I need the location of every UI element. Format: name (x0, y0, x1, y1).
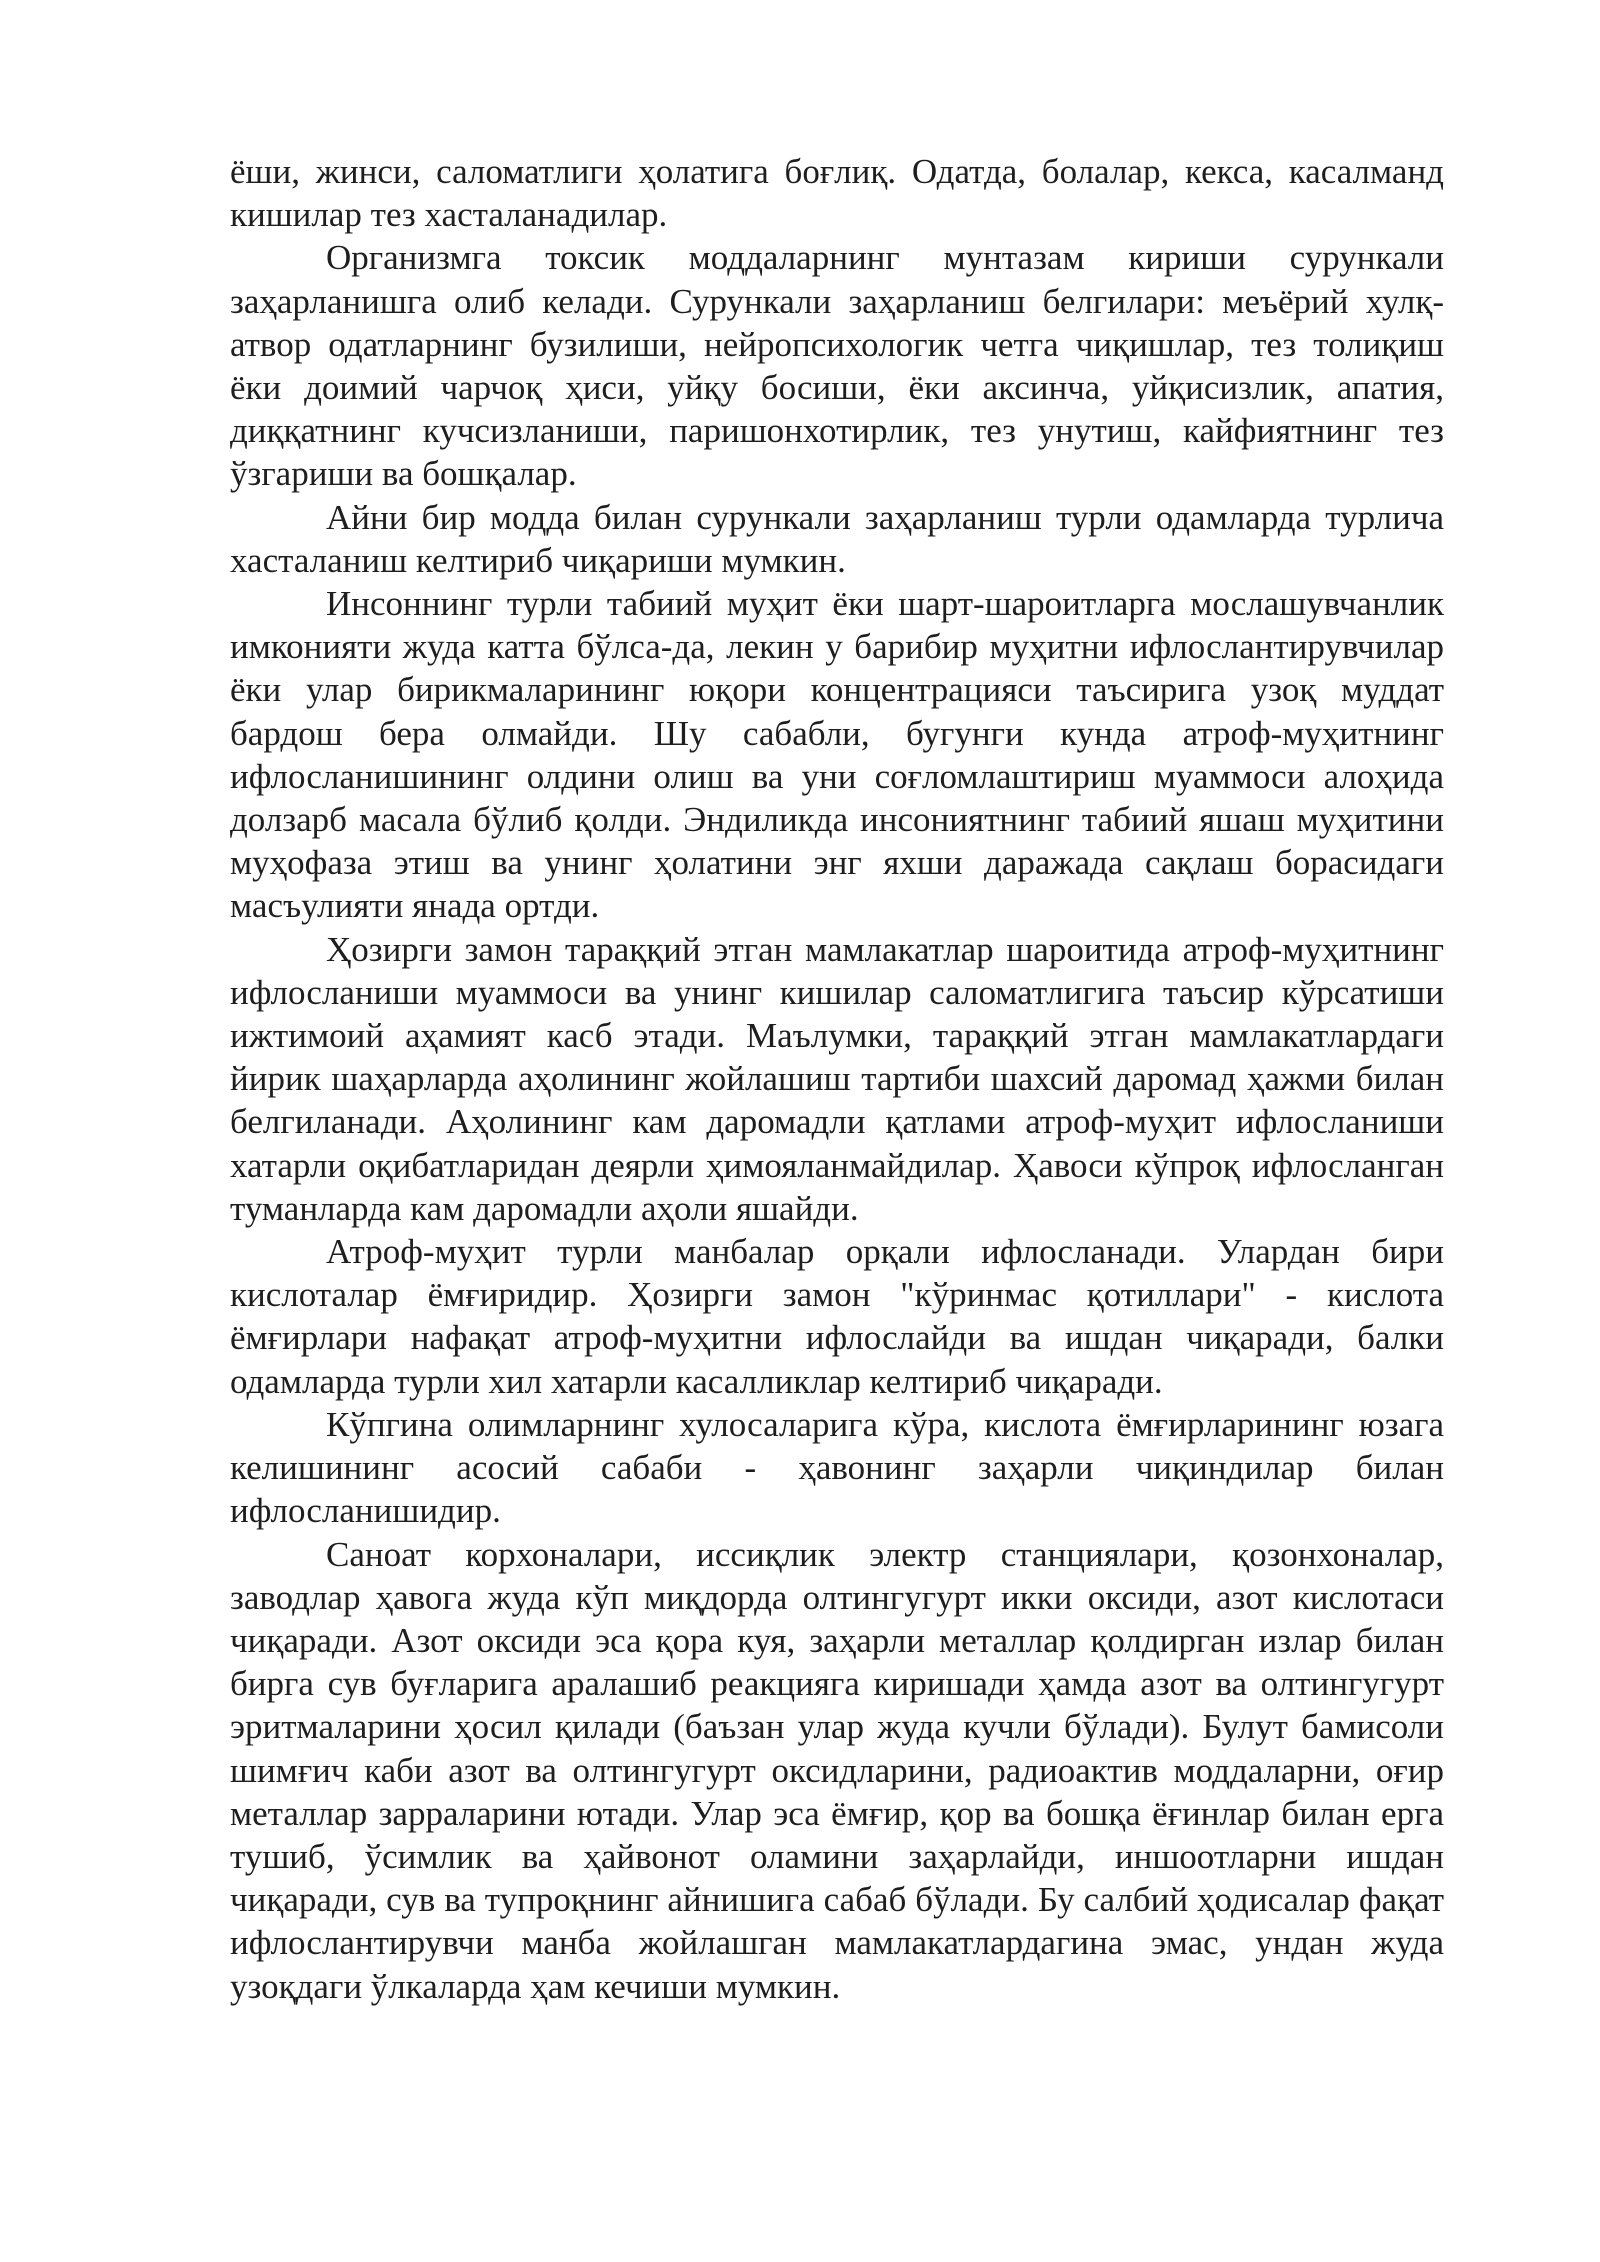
paragraph-chronic-poisoning: Организмга токсик моддаларнинг мунтазам кириши сурункали заҳарланишга олиб келади. Сурункали заҳарланиш белгилари: меъёрий хулқ-атвор одатларнинг бузилиши, нейропсихологик четга чиқишлар, тез толиқиш ёки доимий чарчоқ ҳиси, уйқу босиши, ёки аксинча, уйқисизлик, апатия, диққатнинг кучсизланиши, паришонхотирлик, тез унутиш, кайфиятнинг тез ўзгариши ва бошқалар. (230, 238, 1444, 494)
paragraph-developed-countries: Ҳозирги замон тараққий этган мамлакатлар шароитида атроф-муҳитнинг ифлосланиши муаммоси ва унинг кишилар саломатлигига таъсир кўрсатиши ижтимоий аҳамият касб этади. Маълумки, тараққий этган мамлакатлардаги йирик шаҳарларда аҳолининг жойлашиш тартиби шахсий даромад ҳажми билан белгиланади. Аҳолининг кам даромадли қатлами атроф-муҳит ифлосланиши хатарли оқибатларидан деярли ҳимояланмайдилар. Ҳавоси кўпроқ ифлосланган туманларда кам даромадли аҳоли яшайди. (230, 929, 1444, 1228)
document-body (230, 150, 1444, 2008)
paragraph-scientists-conclusions: Кўпгина олимларнинг хулосаларига кўра, кислота ёмғирларининг юзага келишининг асосий сабаби - ҳавонинг заҳарли чиқиндилар билан ифлосланишидир. (230, 1404, 1444, 1531)
paragraph-individual-response: Айни бир модда билан сурункали заҳарланиш турли одамларда турлича хасталаниш келтириб чиқариши мумкин. (230, 497, 1444, 580)
paragraph-adaptability: Инсоннинг турли табиий муҳит ёки шарт-шароитларга мослашувчанлик имконияти жуда катта бўлса-да, лекин у барибир муҳитни ифлослантирувчилар ёки улар бирикмаларининг юқори концентрацияси таъсирига узоқ муддат бардош бера олмайди. Шу сабабли, бугунги кунда атроф-муҳитнинг ифлосланишининг олдини олиш ва уни соғломлаштириш муаммоси алоҳида долзарб масала бўлиб қолди. Эндиликда инсониятнинг табиий яшаш муҳитини муҳофаза этиш ва унинг ҳолатини энг яхши даражада сақлаш борасидаги масъулияти янада ортди. (230, 584, 1444, 926)
paragraph-industrial-emissions: Саноат корхоналари, иссиқлик электр станциялари, қозонхоналар, заводлар ҳавога жуда кўп миқдорда олтингугурт икки оксиди, азот кислотаси чиқаради. Азот оксиди эса қора куя, заҳарли металлар қолдирган излар билан бирга сув буғларига аралашиб реакцияга киришади ҳамда азот ва олтингугурт эритмаларини ҳосил қилади (баъзан улар жуда кучли бўлади). Булут бамисоли шимғич каби азот ва олтингугурт оксидларини, радиоактив моддаларни, оғир металлар зарраларини ютади. Улар эса ёмғир, қор ва бошқа ёғинлар билан ерга тушиб, ўсимлик ва ҳайвонот оламини заҳарлайди, иншоотларни ишдан чиқаради, сув ва тупроқнинг айнишига сабаб бўлади. Бу салбий ҳодисалар фақат ифлослантирувчи манба жойлашган мамлакатлардагина эмас, ундан жуда узоқдаги ўлкаларда ҳам кечиши мумкин. (230, 1534, 1444, 2006)
paragraph-continuation: ёши, жинси, саломатлиги ҳолатига боғлиқ. Одатда, болалар, кекса, касалманд кишилар тез хасталанадилар. (230, 152, 1444, 235)
paragraph-acid-rain: Атроф-муҳит турли манбалар орқали ифлосланади. Улардан бири кислоталар ёмғиридир. Ҳозирги замон "кўринмас қотиллари" - кислота ёмғирлари нафақат атроф-муҳитни ифлослайди ва ишдан чиқаради, балки одамларда турли хил хатарли касалликлар келтириб чиқаради. (230, 1232, 1444, 1401)
